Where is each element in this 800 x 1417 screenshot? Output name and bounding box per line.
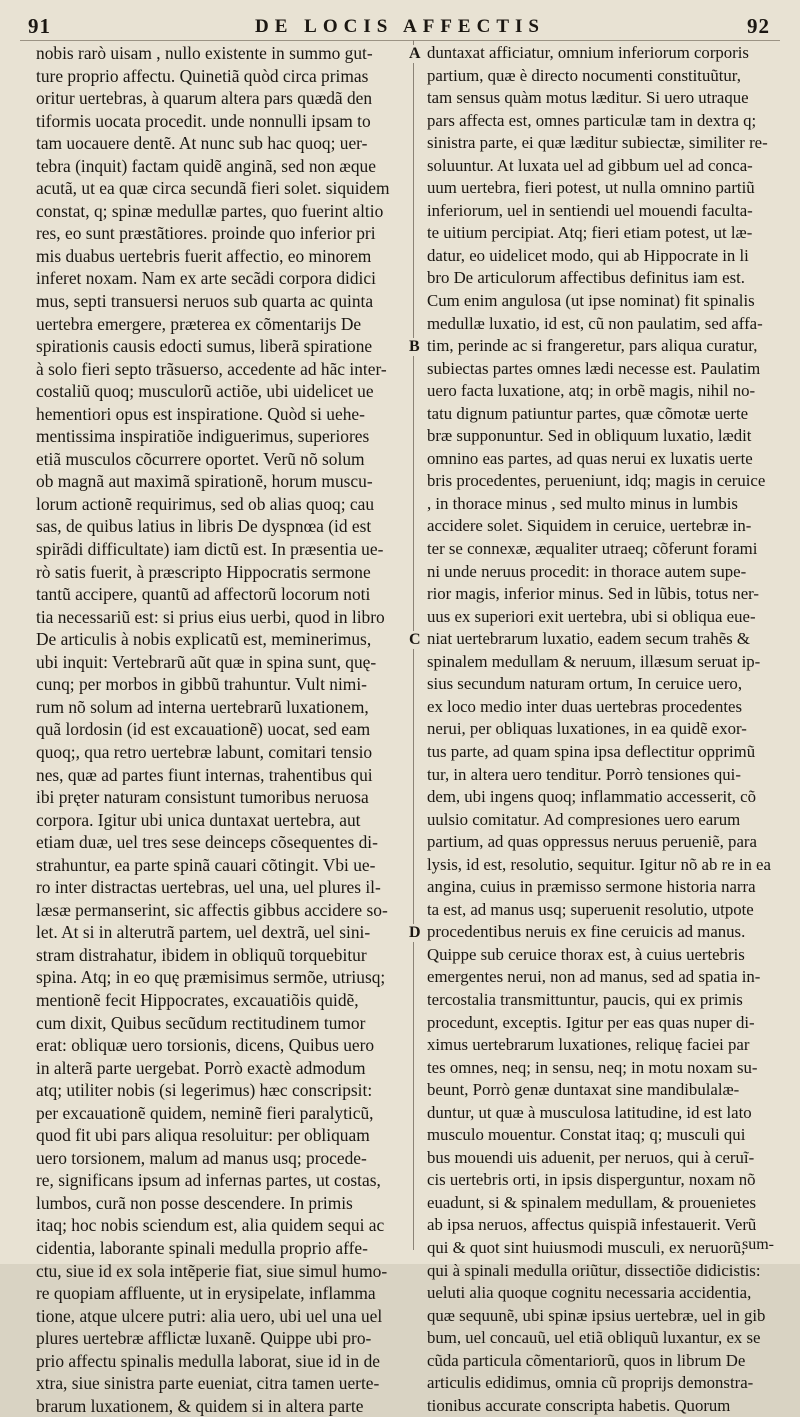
text-line: accidere solet. Siquidem in ceruice, uertebræ in- [427, 516, 752, 536]
running-title: DE LOCIS AFFECTIS [255, 16, 545, 37]
text-line: cidentia, laborante spinali medulla proprio affe- [36, 1237, 368, 1258]
text-line: ni unde neruus procedit: in thorace autem supe- [427, 561, 747, 581]
margin-letter-b: B [409, 338, 420, 355]
text-line: à solo fieri septo trãsuerso, accedente ad hãc inter- [36, 358, 387, 379]
text-line: quã lordosin (id est excauationẽ) uocat, sed eam [36, 719, 371, 740]
text-line: uulsio comitatur. Ad compresiones uero earum [427, 809, 741, 829]
text-line: per excauationẽ quidem, neminẽ fieri paralyticũ, [36, 1102, 374, 1123]
text-line: tercostalia transmittuntur, paucis, qui ex primis [427, 989, 743, 1009]
text-line: costaliũ quoq; musculorũ actiõe, ubi uidelicet ue [36, 381, 374, 402]
text-line: datur, eo uidelicet modo, qui ab Hippocrate in li [427, 245, 749, 265]
text-line: tia necessariũ est: si prius eius uerbi, quod in libro [36, 606, 385, 627]
text-line: læsæ permanserint, sic affectis gibbus accidere so- [36, 899, 388, 920]
text-line: duntur, ut quæ à musculosa latitudine, id est lato [427, 1102, 752, 1122]
text-line: subiectas partes omnes lædi necesse est. Paulatim [427, 358, 761, 378]
text-line: tam uocauere dentẽ. At nunc sub hac quoq; uer- [36, 133, 368, 154]
text-line: Cum enim angulosa (ut ipse nominat) fit spinalis [427, 291, 755, 311]
text-line: mentionẽ fecit Hippocrates, excauatiõis quidẽ, [36, 989, 359, 1010]
text-line: ubi inquit: Vertebrarũ aũt quæ in spina sunt, quę- [36, 651, 377, 672]
text-line: plures uertebræ afflictæ luxanẽ. Quippe ubi pro- [36, 1328, 372, 1349]
catchword: sum- [742, 1236, 774, 1253]
text-line: bus mouendi uis aduenit, per neruos, qui à ceruĩ- [427, 1147, 755, 1167]
text-line: tebra (inquit) factam quidẽ anginã, sed non æque [36, 155, 376, 176]
text-line: te uitium percipiat. Atq; fieri etiam potest, ut læ- [427, 223, 753, 243]
text-line: tim, perinde ac si frangeretur, pars aliqua curatur, [427, 336, 758, 356]
text-line: inferet noxam. Nam ex arte secãdi corpora didici [36, 268, 376, 289]
text-line: itaq; hoc nobis sciendum est, alia quidem sequi ac [36, 1215, 385, 1236]
text-line: niat uertebrarum luxatio, eadem secum trahẽs & [427, 629, 750, 649]
text-line: oritur uertebras, à quarum altera pars quædã den [36, 88, 373, 109]
text-line: stram distrahatur, ibidem in obliquũ torquebitur [36, 944, 367, 965]
text-line: , in thorace minus , sed multo minus in lumbis [427, 493, 738, 513]
text-line: ueluti alia quoque cognitu necessaria accidentia, [427, 1283, 752, 1303]
text-line: cum dixit, Quibus secũdum rectitudinem tumor [36, 1012, 366, 1033]
text-line: partium, ad quas oppressus neruus perueniẽ, para [427, 832, 757, 852]
text-line: let. At si in alterutrã partem, uel dextrã, uel sini- [36, 922, 371, 943]
text-line: pars affecta est, omnes particulæ tam in dextra q; [427, 110, 757, 130]
text-line: procedentibus neruis ex fine ceruicis ad manus. [427, 922, 746, 942]
text-line: mentissima inspiratiõe indiguerimus, superiores [36, 426, 370, 447]
text-line: in alterã parte uergebat. Porrò exactè admodum [36, 1057, 366, 1078]
text-line: ta est, ad manus usq; superuenit resolutio, utpote [427, 899, 754, 919]
text-line: brarum luxationem, & quidem si in altera parte [36, 1395, 364, 1416]
text-line: ob magnã aut maximã spirationẽ, horum muscu- [36, 471, 373, 492]
text-line: etiam duæ, uel tres sese deinceps cõsequentes di- [36, 832, 378, 853]
text-line: inferiorum, uel in sentiendi uel mouendi faculta- [427, 200, 753, 220]
text-line: cis uertebris orti, in ipsis disperguntur, noxam nõ [427, 1170, 756, 1190]
text-line: emergentes nerui, non ad manus, sed ad spatia in- [427, 967, 761, 987]
text-line: uum uertebra, fieri potest, ut nulla omnino partiũ [427, 178, 755, 198]
text-line: De articulis à nobis explicatũ est, meminerimus, [36, 629, 372, 650]
text-line: ter se connexæ, æqualiter utraeq; cõferunt forami [427, 539, 758, 559]
text-line: sas, de quibus latius in libris De dyspnœa (id est [36, 516, 372, 537]
text-line: ture proprio affectu. Quinetiã quòd circa primas [36, 65, 369, 86]
text-line: lorum actionẽ requirimus, sed ob alias quoq; cau [36, 493, 375, 514]
text-line: bris procedentes, perueniunt, idq; magis in ceruice [427, 471, 766, 491]
text-line: angina, cuius in præmisso sermone historia narra [427, 877, 756, 897]
left-text-column [36, 42, 402, 1417]
text-line: sius secundum naturam ortum, In ceruice uero, [427, 674, 743, 694]
text-line: mis duabus uertebris fuerit affectio, eo minorem [36, 245, 372, 266]
page-number-right: 92 [747, 14, 770, 38]
text-line: articulis edidimus, omnia cũ proprijs demonstra- [427, 1373, 754, 1393]
text-line: hementiori opus est inspiratione. Quòd si uehe- [36, 403, 365, 424]
text-line: ximus uertebrarum luxationes, reliquę faciei par [427, 1035, 750, 1055]
text-line: constat, q; spinæ medullæ partes, quo fuerint altio [36, 200, 384, 221]
text-line: tione, atque ulcere putri: alia uero, ubi uel una uel [36, 1305, 383, 1326]
text-line: rum nõ solum ad interna uertebrarũ luxationem, [36, 696, 369, 717]
text-line: ro inter distractas uertebras, uel una, uel plures il- [36, 877, 381, 898]
text-line: erat: obliquæ uero torsionis, dicens, Quibus uero [36, 1035, 375, 1056]
text-line: rior magis, inferior minus. Sed in lũbis, totus ner- [427, 584, 759, 604]
text-line: cunq; per morbos in gibbũ trahuntur. Vult nimi- [36, 674, 367, 695]
text-line: dem, ubi ingens quoq; inflammatio accesserit, cõ [427, 787, 757, 807]
text-line: tantũ accipere, quantũ ad affectorũ locorum noti [36, 584, 371, 605]
text-line: spinalem medullam & neruum, illæsum seruat ip- [427, 651, 761, 671]
text-line: cũda particula cõmentariorũ, quos in librum De [427, 1350, 746, 1370]
text-line: bræ supponuntur. Sed in obliquum luxatio, lædit [427, 426, 752, 446]
text-line: sinistra parte, ei quæ læditur subiectæ, similiter re- [427, 133, 768, 153]
text-line: uero facta luxatione, atq; in orbẽ magis, nihil no- [427, 381, 756, 401]
text-line: tam sensus quàm motus læditur. Si uero utraque [427, 88, 749, 108]
text-line: uero torsionem, malum ad manus usq; procede- [36, 1147, 367, 1168]
header-rule [20, 40, 780, 41]
text-line: strahuntur, ea parte spinã cauari cõtingit. Vbi ue- [36, 854, 376, 875]
text-line: tionibus accurate conscripta habetis. Quorum [427, 1395, 731, 1415]
margin-letter-c: C [409, 631, 421, 648]
text-line: acutã, ut ea quæ circa secundã fieri solet. siquidem [36, 178, 390, 199]
text-line: ctu, siue id ex sola intẽperie fiat, siue simul humo- [36, 1260, 388, 1281]
page-number-left: 91 [28, 14, 51, 38]
text-line: Quippe sub ceruice thorax est, à cuius uertebris [427, 944, 745, 964]
text-line: partium, quæ è directo nocumenti constituũtur, [427, 65, 741, 85]
text-line: mus, septi transuersi neruos sub quarta ac quinta [36, 291, 374, 312]
running-head [0, 14, 800, 42]
text-line: lumbos, curã non posse descendere. In primis [36, 1192, 353, 1213]
text-line: ex loco medio inter duas uertebras procedentes [427, 696, 742, 716]
text-line: re, significans ipsum ad infernas partes, ut costas, [36, 1170, 381, 1191]
text-line: rò satis fuerit, à præscripto Hippocratis sermone [36, 561, 371, 582]
margin-letter-a: A [409, 45, 421, 62]
text-line: tur, in altera uero tenditur. Porrò tensiones qui- [427, 764, 741, 784]
text-line: quod fit ubi pars aliqua resoluitur: per obliquam [36, 1125, 370, 1146]
text-line: corpora. Igitur ubi unica duntaxat uertebra, aut [36, 809, 361, 830]
text-line: tes omnes, neq; in sensu, neq; in motu noxam su- [427, 1057, 758, 1077]
text-line: euadunt, si & spinalem medullam, & prouenietes [427, 1192, 757, 1212]
text-line: duntaxat afficiatur, omnium inferiorum corporis [427, 43, 749, 62]
text-line: nobis rarò uisam , nullo existente in summo gut- [36, 43, 373, 63]
text-line: bum, uel concauũ, uel etiã obliquũ luxantur, ex se [427, 1328, 761, 1348]
text-line: tus parte, ad quam spina ipsa deflectitur opprimũ [427, 741, 756, 761]
text-line: nerui, per obliquas luxationes, in ea quidẽ exor- [427, 719, 747, 739]
text-line: spirãdi difficultate) iam dictũ est. In præsentia ue- [36, 539, 384, 560]
text-line: quoq;, qua retro uertebræ labunt, comitari tensio [36, 741, 373, 762]
text-line: quæ sequunẽ, ubi spinæ ipsius uertebræ, uel in gib [427, 1305, 766, 1325]
text-line: omnino eas partes, ad quas nerui ex luxatis uerte [427, 448, 753, 468]
text-line: ab ipsa neruos, affectus quispiã infestauerit. Verũ [427, 1215, 757, 1235]
text-line: bro De articulorum affectibus definitus iam est. [427, 268, 745, 288]
text-line: musculo mouentur. Constat itaq; q; musculi qui [427, 1125, 746, 1145]
text-line: re quopiam affluente, ut in erysipelate, inflamma [36, 1283, 376, 1304]
text-line: lysis, id est, resolutio, sequitur. Igitur nõ ab re in ea [427, 854, 771, 874]
text-line: beunt, Porrò genæ duntaxat sine mandibulalæ- [427, 1080, 740, 1100]
text-line: spina. Atq; in eo quę præmisimus sermõe, utriusq; [36, 967, 386, 988]
text-line: etiã musculos cõcurrere oportet. Verũ nõ solum [36, 448, 365, 469]
margin-letter-d: D [409, 924, 421, 941]
text-line: atq; utiliter nobis (si legerimus) hæc conscripsit: [36, 1080, 373, 1101]
text-line: qui à spinali medulla oriũtur, dissectiõe didicistis: [427, 1260, 761, 1280]
text-line: uertebra emergere, præterea ex cõmentarijs De [36, 313, 362, 334]
text-line: spirationis causis edocti sumus, liberã spiratione [36, 336, 373, 357]
text-line: xtra, siue sinistra parte eueniat, citra tamen uerte- [36, 1373, 380, 1394]
text-line: uus ex superiori exit uertebra, ubi si obliqua eue- [427, 606, 756, 626]
text-line: res, eo sunt præstãtiores. proinde quo inferior pri [36, 223, 376, 244]
text-line: qui & quot sint huiusmodi musculi, ex neruorũ, [427, 1237, 746, 1257]
text-line: tiformis uocata procedit. unde nonnulli ipsam to [36, 110, 371, 131]
text-line: nes, quæ ad partes fiunt internas, trahentibus qui [36, 764, 373, 785]
text-line: medullæ luxatio, id est, cũ non paulatim, sed affa- [427, 313, 763, 333]
text-line: soluuntur. At luxata uel ad gibbum uel ad conca- [427, 155, 753, 175]
text-line: prio affectu spinalis medulla laborat, siue id in de [36, 1350, 381, 1371]
text-line: procedunt, exceptis. Igitur per eas quas nuper di- [427, 1012, 755, 1032]
text-line: ibi pręter naturam consistunt tumoribus neruosa [36, 787, 369, 808]
text-line: tatu dignum patiuntur partes, quæ cõmotæ uerte [427, 403, 749, 423]
right-text-column [427, 42, 771, 1417]
